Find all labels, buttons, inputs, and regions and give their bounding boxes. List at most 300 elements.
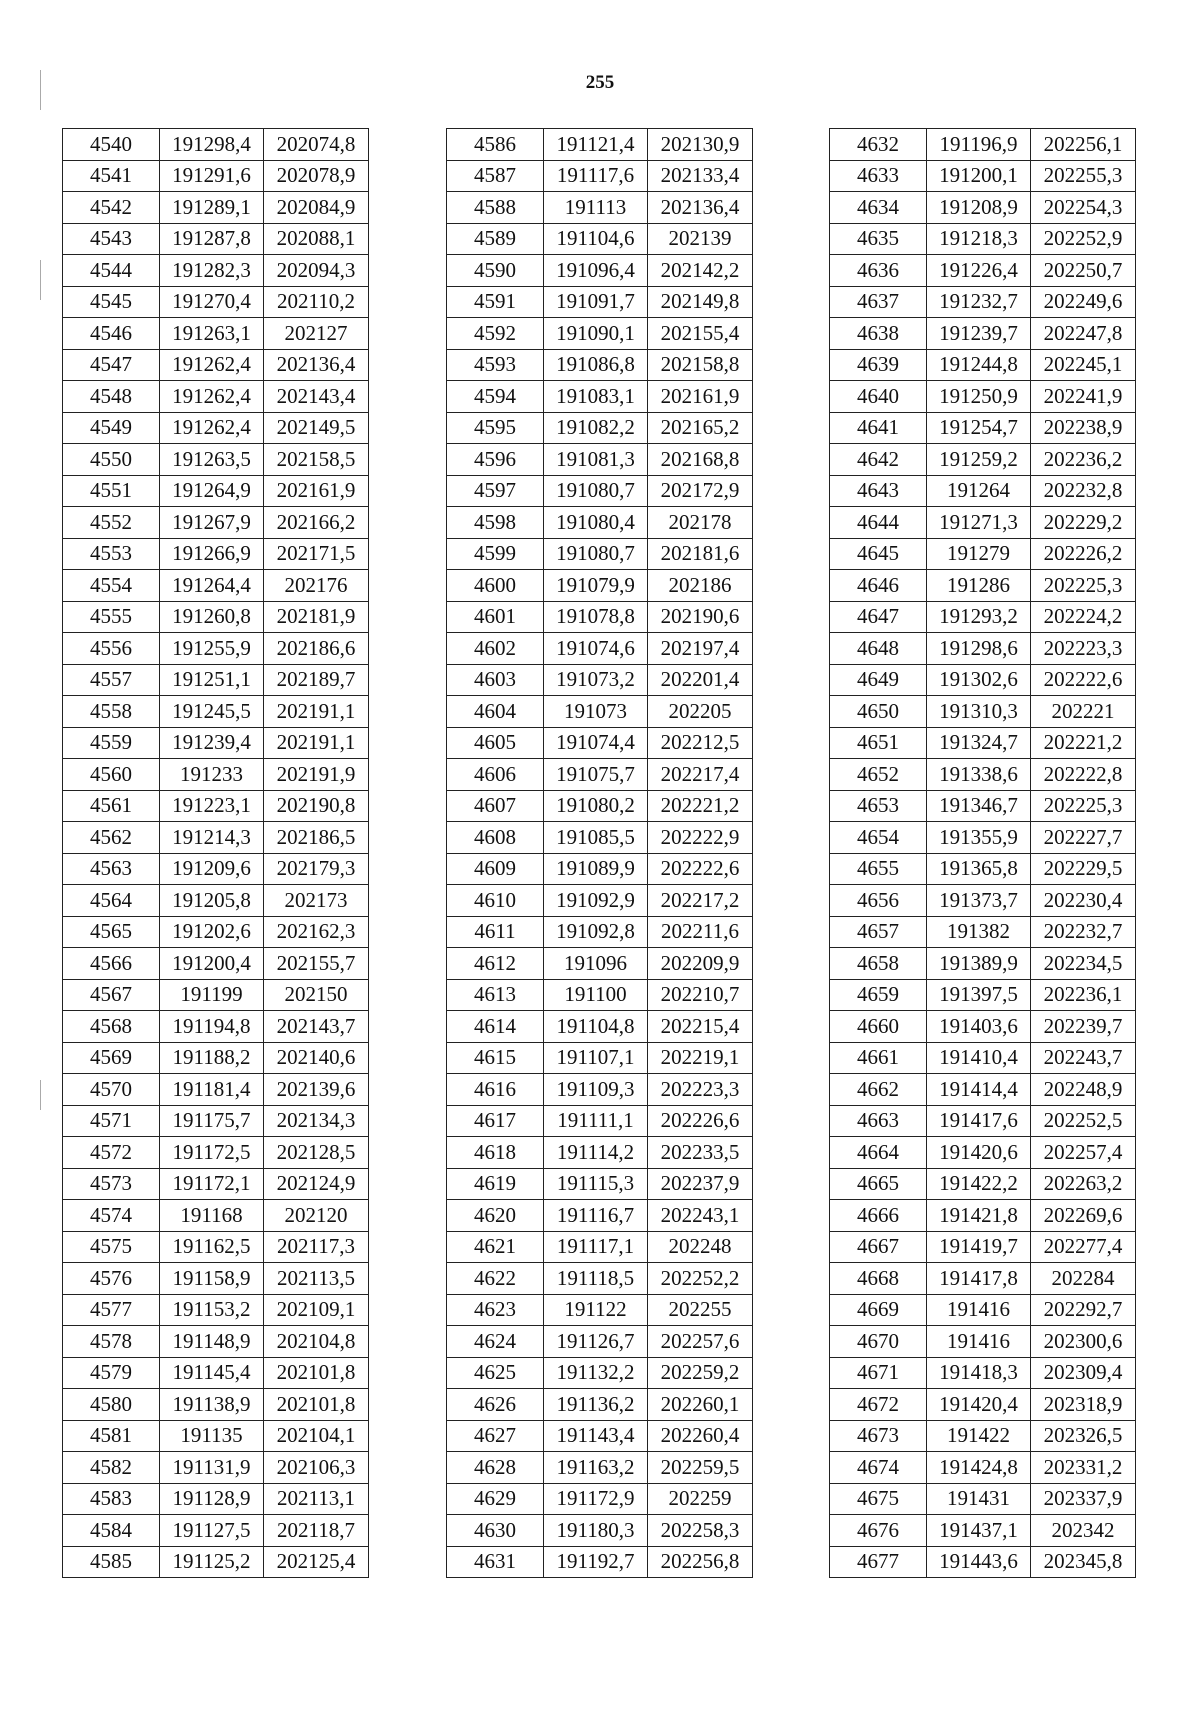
- x-coordinate-cell: 191196,9: [927, 129, 1031, 161]
- y-coordinate-cell: 202165,2: [648, 412, 753, 444]
- y-coordinate-cell: 202181,9: [264, 601, 369, 633]
- table-row: [447, 727, 753, 759]
- table-row: [447, 570, 753, 602]
- x-coordinate-cell: 191107,1: [544, 1042, 648, 1074]
- table-row: [830, 1011, 1136, 1043]
- y-coordinate-cell: 202139,6: [264, 1074, 369, 1106]
- y-coordinate-cell: 202221,2: [1031, 727, 1136, 759]
- x-coordinate-cell: 191078,8: [544, 601, 648, 633]
- x-coordinate-cell: 191115,3: [544, 1168, 648, 1200]
- point-number-cell: 4547: [63, 349, 160, 381]
- x-coordinate-cell: 191148,9: [160, 1326, 264, 1358]
- y-coordinate-cell: 202232,8: [1031, 475, 1136, 507]
- point-number-cell: 4554: [63, 570, 160, 602]
- x-coordinate-cell: 191410,4: [927, 1042, 1031, 1074]
- point-number-cell: 4595: [447, 412, 544, 444]
- table-row: [830, 286, 1136, 318]
- y-coordinate-cell: 202223,3: [1031, 633, 1136, 665]
- point-number-cell: 4661: [830, 1042, 927, 1074]
- point-number-cell: 4583: [63, 1483, 160, 1515]
- y-coordinate-cell: 202162,3: [264, 916, 369, 948]
- point-number-cell: 4561: [63, 790, 160, 822]
- y-coordinate-cell: 202229,2: [1031, 507, 1136, 539]
- table-row: [63, 885, 369, 917]
- x-coordinate-cell: 191132,2: [544, 1357, 648, 1389]
- y-coordinate-cell: 202101,8: [264, 1357, 369, 1389]
- point-number-cell: 4664: [830, 1137, 927, 1169]
- point-number-cell: 4546: [63, 318, 160, 350]
- table-row: [447, 696, 753, 728]
- y-coordinate-cell: 202292,7: [1031, 1294, 1136, 1326]
- y-coordinate-cell: 202078,9: [264, 160, 369, 192]
- y-coordinate-cell: 202139: [648, 223, 753, 255]
- y-coordinate-cell: 202219,1: [648, 1042, 753, 1074]
- y-coordinate-cell: 202201,4: [648, 664, 753, 696]
- y-coordinate-cell: 202215,4: [648, 1011, 753, 1043]
- table-row: [830, 664, 1136, 696]
- table-row: [63, 1357, 369, 1389]
- point-number-cell: 4540: [63, 129, 160, 161]
- x-coordinate-cell: 191080,4: [544, 507, 648, 539]
- x-coordinate-cell: 191310,3: [927, 696, 1031, 728]
- y-coordinate-cell: 202232,7: [1031, 916, 1136, 948]
- table-row: [63, 790, 369, 822]
- point-number-cell: 4612: [447, 948, 544, 980]
- x-coordinate-cell: 191074,4: [544, 727, 648, 759]
- y-coordinate-cell: 202110,2: [264, 286, 369, 318]
- x-coordinate-cell: 191073: [544, 696, 648, 728]
- x-coordinate-cell: 191081,3: [544, 444, 648, 476]
- y-coordinate-cell: 202234,5: [1031, 948, 1136, 980]
- x-coordinate-cell: 191286: [927, 570, 1031, 602]
- table-row: [830, 759, 1136, 791]
- x-coordinate-cell: 191181,4: [160, 1074, 264, 1106]
- table-row: [63, 160, 369, 192]
- x-coordinate-cell: 191153,2: [160, 1294, 264, 1326]
- table-row: [447, 1420, 753, 1452]
- y-coordinate-cell: 202243,1: [648, 1200, 753, 1232]
- table-row: [830, 601, 1136, 633]
- y-coordinate-cell: 202161,9: [648, 381, 753, 413]
- y-coordinate-cell: 202255: [648, 1294, 753, 1326]
- point-number-cell: 4631: [447, 1546, 544, 1578]
- table-row: [447, 286, 753, 318]
- table-row: [63, 1200, 369, 1232]
- x-coordinate-cell: 191264: [927, 475, 1031, 507]
- y-coordinate-cell: 202190,8: [264, 790, 369, 822]
- x-coordinate-cell: 191417,6: [927, 1105, 1031, 1137]
- y-coordinate-cell: 202117,3: [264, 1231, 369, 1263]
- table-row: [830, 1294, 1136, 1326]
- point-number-cell: 4575: [63, 1231, 160, 1263]
- y-coordinate-cell: 202178: [648, 507, 753, 539]
- y-coordinate-cell: 202113,1: [264, 1483, 369, 1515]
- point-number-cell: 4634: [830, 192, 927, 224]
- point-number-cell: 4620: [447, 1200, 544, 1232]
- x-coordinate-cell: 191420,4: [927, 1389, 1031, 1421]
- point-number-cell: 4557: [63, 664, 160, 696]
- table-row: [830, 1137, 1136, 1169]
- point-number-cell: 4563: [63, 853, 160, 885]
- table-row: [830, 475, 1136, 507]
- y-coordinate-cell: 202088,1: [264, 223, 369, 255]
- table-row: [830, 570, 1136, 602]
- table-row: [63, 916, 369, 948]
- x-coordinate-cell: 191214,3: [160, 822, 264, 854]
- y-coordinate-cell: 202221,2: [648, 790, 753, 822]
- x-coordinate-cell: 191263,5: [160, 444, 264, 476]
- table-row: [447, 759, 753, 791]
- x-coordinate-cell: 191282,3: [160, 255, 264, 287]
- point-number-cell: 4639: [830, 349, 927, 381]
- table-row: [830, 192, 1136, 224]
- y-coordinate-cell: 202239,7: [1031, 1011, 1136, 1043]
- y-coordinate-cell: 202113,5: [264, 1263, 369, 1295]
- x-coordinate-cell: 191116,7: [544, 1200, 648, 1232]
- point-number-cell: 4579: [63, 1357, 160, 1389]
- table-row: [830, 223, 1136, 255]
- table-row: [447, 601, 753, 633]
- x-coordinate-cell: 191117,6: [544, 160, 648, 192]
- y-coordinate-cell: 202181,6: [648, 538, 753, 570]
- y-coordinate-cell: 202134,3: [264, 1105, 369, 1137]
- table-row: [830, 727, 1136, 759]
- table-row: [447, 1011, 753, 1043]
- table-row: [830, 255, 1136, 287]
- y-coordinate-cell: 202221: [1031, 696, 1136, 728]
- point-number-cell: 4662: [830, 1074, 927, 1106]
- point-number-cell: 4649: [830, 664, 927, 696]
- point-number-cell: 4622: [447, 1263, 544, 1295]
- table-row: [63, 664, 369, 696]
- y-coordinate-cell: 202263,2: [1031, 1168, 1136, 1200]
- y-coordinate-cell: 202245,1: [1031, 349, 1136, 381]
- point-number-cell: 4629: [447, 1483, 544, 1515]
- point-number-cell: 4648: [830, 633, 927, 665]
- y-coordinate-cell: 202256,8: [648, 1546, 753, 1578]
- point-number-cell: 4585: [63, 1546, 160, 1578]
- point-number-cell: 4600: [447, 570, 544, 602]
- y-coordinate-cell: 202210,7: [648, 979, 753, 1011]
- table-row: [830, 412, 1136, 444]
- point-number-cell: 4598: [447, 507, 544, 539]
- x-coordinate-cell: 191118,5: [544, 1263, 648, 1295]
- point-number-cell: 4643: [830, 475, 927, 507]
- table-row: [63, 1515, 369, 1547]
- table-row: [63, 507, 369, 539]
- x-coordinate-cell: 191075,7: [544, 759, 648, 791]
- x-coordinate-cell: 191289,1: [160, 192, 264, 224]
- point-number-cell: 4542: [63, 192, 160, 224]
- y-coordinate-cell: 202229,5: [1031, 853, 1136, 885]
- x-coordinate-cell: 191111,1: [544, 1105, 648, 1137]
- point-number-cell: 4572: [63, 1137, 160, 1169]
- x-coordinate-cell: 191131,9: [160, 1452, 264, 1484]
- point-number-cell: 4665: [830, 1168, 927, 1200]
- point-number-cell: 4593: [447, 349, 544, 381]
- y-coordinate-cell: 202236,1: [1031, 979, 1136, 1011]
- table-row: [447, 160, 753, 192]
- y-coordinate-cell: 202211,6: [648, 916, 753, 948]
- y-coordinate-cell: 202331,2: [1031, 1452, 1136, 1484]
- table-row: [447, 538, 753, 570]
- table-row: [447, 1074, 753, 1106]
- x-coordinate-cell: 191397,5: [927, 979, 1031, 1011]
- table-row: [447, 979, 753, 1011]
- x-coordinate-cell: 191263,1: [160, 318, 264, 350]
- table-row: [63, 255, 369, 287]
- table-row: [830, 538, 1136, 570]
- point-number-cell: 4646: [830, 570, 927, 602]
- table-row: [63, 759, 369, 791]
- x-coordinate-cell: 191267,9: [160, 507, 264, 539]
- y-coordinate-cell: 202241,9: [1031, 381, 1136, 413]
- point-number-cell: 4606: [447, 759, 544, 791]
- table-row: [447, 822, 753, 854]
- point-number-cell: 4635: [830, 223, 927, 255]
- point-number-cell: 4560: [63, 759, 160, 791]
- point-number-cell: 4677: [830, 1546, 927, 1578]
- point-number-cell: 4674: [830, 1452, 927, 1484]
- x-coordinate-cell: 191262,4: [160, 412, 264, 444]
- x-coordinate-cell: 191090,1: [544, 318, 648, 350]
- y-coordinate-cell: 202186,6: [264, 633, 369, 665]
- y-coordinate-cell: 202255,3: [1031, 160, 1136, 192]
- table-row: [447, 1231, 753, 1263]
- x-coordinate-cell: 191421,8: [927, 1200, 1031, 1232]
- x-coordinate-cell: 191126,7: [544, 1326, 648, 1358]
- y-coordinate-cell: 202222,8: [1031, 759, 1136, 791]
- x-coordinate-cell: 191403,6: [927, 1011, 1031, 1043]
- x-coordinate-cell: 191096: [544, 948, 648, 980]
- coordinate-table-1: [62, 128, 369, 1578]
- x-coordinate-cell: 191162,5: [160, 1231, 264, 1263]
- x-coordinate-cell: 191254,7: [927, 412, 1031, 444]
- point-number-cell: 4630: [447, 1515, 544, 1547]
- coordinate-tables: [0, 128, 1200, 1588]
- table-row: [63, 1389, 369, 1421]
- point-number-cell: 4633: [830, 160, 927, 192]
- point-number-cell: 4618: [447, 1137, 544, 1169]
- point-number-cell: 4555: [63, 601, 160, 633]
- table-row: [830, 1546, 1136, 1578]
- table-row: [830, 1231, 1136, 1263]
- x-coordinate-cell: 191418,3: [927, 1357, 1031, 1389]
- point-number-cell: 4626: [447, 1389, 544, 1421]
- table-row: [447, 885, 753, 917]
- x-coordinate-cell: 191172,1: [160, 1168, 264, 1200]
- table-row: [447, 318, 753, 350]
- y-coordinate-cell: 202125,4: [264, 1546, 369, 1578]
- point-number-cell: 4640: [830, 381, 927, 413]
- y-coordinate-cell: 202259,2: [648, 1357, 753, 1389]
- point-number-cell: 4562: [63, 822, 160, 854]
- x-coordinate-cell: 191355,9: [927, 822, 1031, 854]
- x-coordinate-cell: 191279: [927, 538, 1031, 570]
- coordinate-table-2: [446, 128, 753, 1578]
- table-row: [830, 349, 1136, 381]
- point-number-cell: 4644: [830, 507, 927, 539]
- table-row: [830, 1326, 1136, 1358]
- table-row: [830, 1105, 1136, 1137]
- point-number-cell: 4596: [447, 444, 544, 476]
- point-number-cell: 4556: [63, 633, 160, 665]
- x-coordinate-cell: 191324,7: [927, 727, 1031, 759]
- y-coordinate-cell: 202226,6: [648, 1105, 753, 1137]
- table-row: [447, 1326, 753, 1358]
- table-row: [447, 129, 753, 161]
- table-row: [830, 885, 1136, 917]
- x-coordinate-cell: 191218,3: [927, 223, 1031, 255]
- y-coordinate-cell: 202190,6: [648, 601, 753, 633]
- table-row: [830, 979, 1136, 1011]
- table-row: [63, 286, 369, 318]
- point-number-cell: 4573: [63, 1168, 160, 1200]
- point-number-cell: 4605: [447, 727, 544, 759]
- y-coordinate-cell: 202150: [264, 979, 369, 1011]
- y-coordinate-cell: 202130,9: [648, 129, 753, 161]
- y-coordinate-cell: 202142,2: [648, 255, 753, 287]
- x-coordinate-cell: 191086,8: [544, 349, 648, 381]
- point-number-cell: 4656: [830, 885, 927, 917]
- point-number-cell: 4581: [63, 1420, 160, 1452]
- x-coordinate-cell: 191422: [927, 1420, 1031, 1452]
- point-number-cell: 4603: [447, 664, 544, 696]
- point-number-cell: 4541: [63, 160, 160, 192]
- point-number-cell: 4570: [63, 1074, 160, 1106]
- table-row: [63, 1168, 369, 1200]
- x-coordinate-cell: 191127,5: [160, 1515, 264, 1547]
- point-number-cell: 4589: [447, 223, 544, 255]
- x-coordinate-cell: 191251,1: [160, 664, 264, 696]
- point-number-cell: 4637: [830, 286, 927, 318]
- x-coordinate-cell: 191389,9: [927, 948, 1031, 980]
- y-coordinate-cell: 202258,3: [648, 1515, 753, 1547]
- table-row: [447, 444, 753, 476]
- y-coordinate-cell: 202249,6: [1031, 286, 1136, 318]
- point-number-cell: 4574: [63, 1200, 160, 1232]
- x-coordinate-cell: 191080,2: [544, 790, 648, 822]
- y-coordinate-cell: 202186,5: [264, 822, 369, 854]
- x-coordinate-cell: 191264,9: [160, 475, 264, 507]
- x-coordinate-cell: 191382: [927, 916, 1031, 948]
- table-row: [830, 318, 1136, 350]
- y-coordinate-cell: 202225,3: [1031, 790, 1136, 822]
- y-coordinate-cell: 202225,3: [1031, 570, 1136, 602]
- page-number: 255: [585, 72, 615, 93]
- x-coordinate-cell: 191135: [160, 1420, 264, 1452]
- table-row: [830, 1168, 1136, 1200]
- point-number-cell: 4592: [447, 318, 544, 350]
- y-coordinate-cell: 202143,7: [264, 1011, 369, 1043]
- point-number-cell: 4632: [830, 129, 927, 161]
- x-coordinate-cell: 191262,4: [160, 349, 264, 381]
- x-coordinate-cell: 191291,6: [160, 160, 264, 192]
- table-row: [830, 381, 1136, 413]
- x-coordinate-cell: 191172,9: [544, 1483, 648, 1515]
- y-coordinate-cell: 202205: [648, 696, 753, 728]
- x-coordinate-cell: 191417,8: [927, 1263, 1031, 1295]
- y-coordinate-cell: 202133,4: [648, 160, 753, 192]
- y-coordinate-cell: 202252,5: [1031, 1105, 1136, 1137]
- y-coordinate-cell: 202118,7: [264, 1515, 369, 1547]
- table-row: [63, 822, 369, 854]
- y-coordinate-cell: 202124,9: [264, 1168, 369, 1200]
- table-row: [830, 444, 1136, 476]
- x-coordinate-cell: 191092,9: [544, 885, 648, 917]
- point-number-cell: 4609: [447, 853, 544, 885]
- table-row: [63, 192, 369, 224]
- x-coordinate-cell: 191188,2: [160, 1042, 264, 1074]
- table-row: [830, 916, 1136, 948]
- point-number-cell: 4588: [447, 192, 544, 224]
- x-coordinate-cell: 191073,2: [544, 664, 648, 696]
- x-coordinate-cell: 191138,9: [160, 1389, 264, 1421]
- y-coordinate-cell: 202172,9: [648, 475, 753, 507]
- x-coordinate-cell: 191264,4: [160, 570, 264, 602]
- x-coordinate-cell: 191262,4: [160, 381, 264, 413]
- y-coordinate-cell: 202176: [264, 570, 369, 602]
- x-coordinate-cell: 191089,9: [544, 853, 648, 885]
- point-number-cell: 4624: [447, 1326, 544, 1358]
- point-number-cell: 4659: [830, 979, 927, 1011]
- y-coordinate-cell: 202189,7: [264, 664, 369, 696]
- y-coordinate-cell: 202222,9: [648, 822, 753, 854]
- point-number-cell: 4676: [830, 1515, 927, 1547]
- y-coordinate-cell: 202309,4: [1031, 1357, 1136, 1389]
- point-number-cell: 4669: [830, 1294, 927, 1326]
- table-row: [830, 1263, 1136, 1295]
- table-row: [63, 1105, 369, 1137]
- y-coordinate-cell: 202269,6: [1031, 1200, 1136, 1232]
- point-number-cell: 4641: [830, 412, 927, 444]
- point-number-cell: 4558: [63, 696, 160, 728]
- table-row: [447, 349, 753, 381]
- y-coordinate-cell: 202094,3: [264, 255, 369, 287]
- table-row: [830, 507, 1136, 539]
- y-coordinate-cell: 202342: [1031, 1515, 1136, 1547]
- y-coordinate-cell: 202166,2: [264, 507, 369, 539]
- table-row: [830, 633, 1136, 665]
- x-coordinate-cell: 191168: [160, 1200, 264, 1232]
- y-coordinate-cell: 202191,9: [264, 759, 369, 791]
- table-row: [447, 633, 753, 665]
- x-coordinate-cell: 191232,7: [927, 286, 1031, 318]
- point-number-cell: 4545: [63, 286, 160, 318]
- y-coordinate-cell: 202104,8: [264, 1326, 369, 1358]
- table-row: [63, 1546, 369, 1578]
- x-coordinate-cell: 191255,9: [160, 633, 264, 665]
- x-coordinate-cell: 191082,2: [544, 412, 648, 444]
- table-row: [447, 1105, 753, 1137]
- point-number-cell: 4670: [830, 1326, 927, 1358]
- y-coordinate-cell: 202222,6: [648, 853, 753, 885]
- x-coordinate-cell: 191226,4: [927, 255, 1031, 287]
- y-coordinate-cell: 202217,4: [648, 759, 753, 791]
- y-coordinate-cell: 202171,5: [264, 538, 369, 570]
- y-coordinate-cell: 202209,9: [648, 948, 753, 980]
- table-row: [830, 1200, 1136, 1232]
- y-coordinate-cell: 202197,4: [648, 633, 753, 665]
- y-coordinate-cell: 202277,4: [1031, 1231, 1136, 1263]
- point-number-cell: 4569: [63, 1042, 160, 1074]
- x-coordinate-cell: 191346,7: [927, 790, 1031, 822]
- table-row: [63, 853, 369, 885]
- point-number-cell: 4666: [830, 1200, 927, 1232]
- table-row: [830, 696, 1136, 728]
- table-row: [830, 948, 1136, 980]
- table-row: [63, 412, 369, 444]
